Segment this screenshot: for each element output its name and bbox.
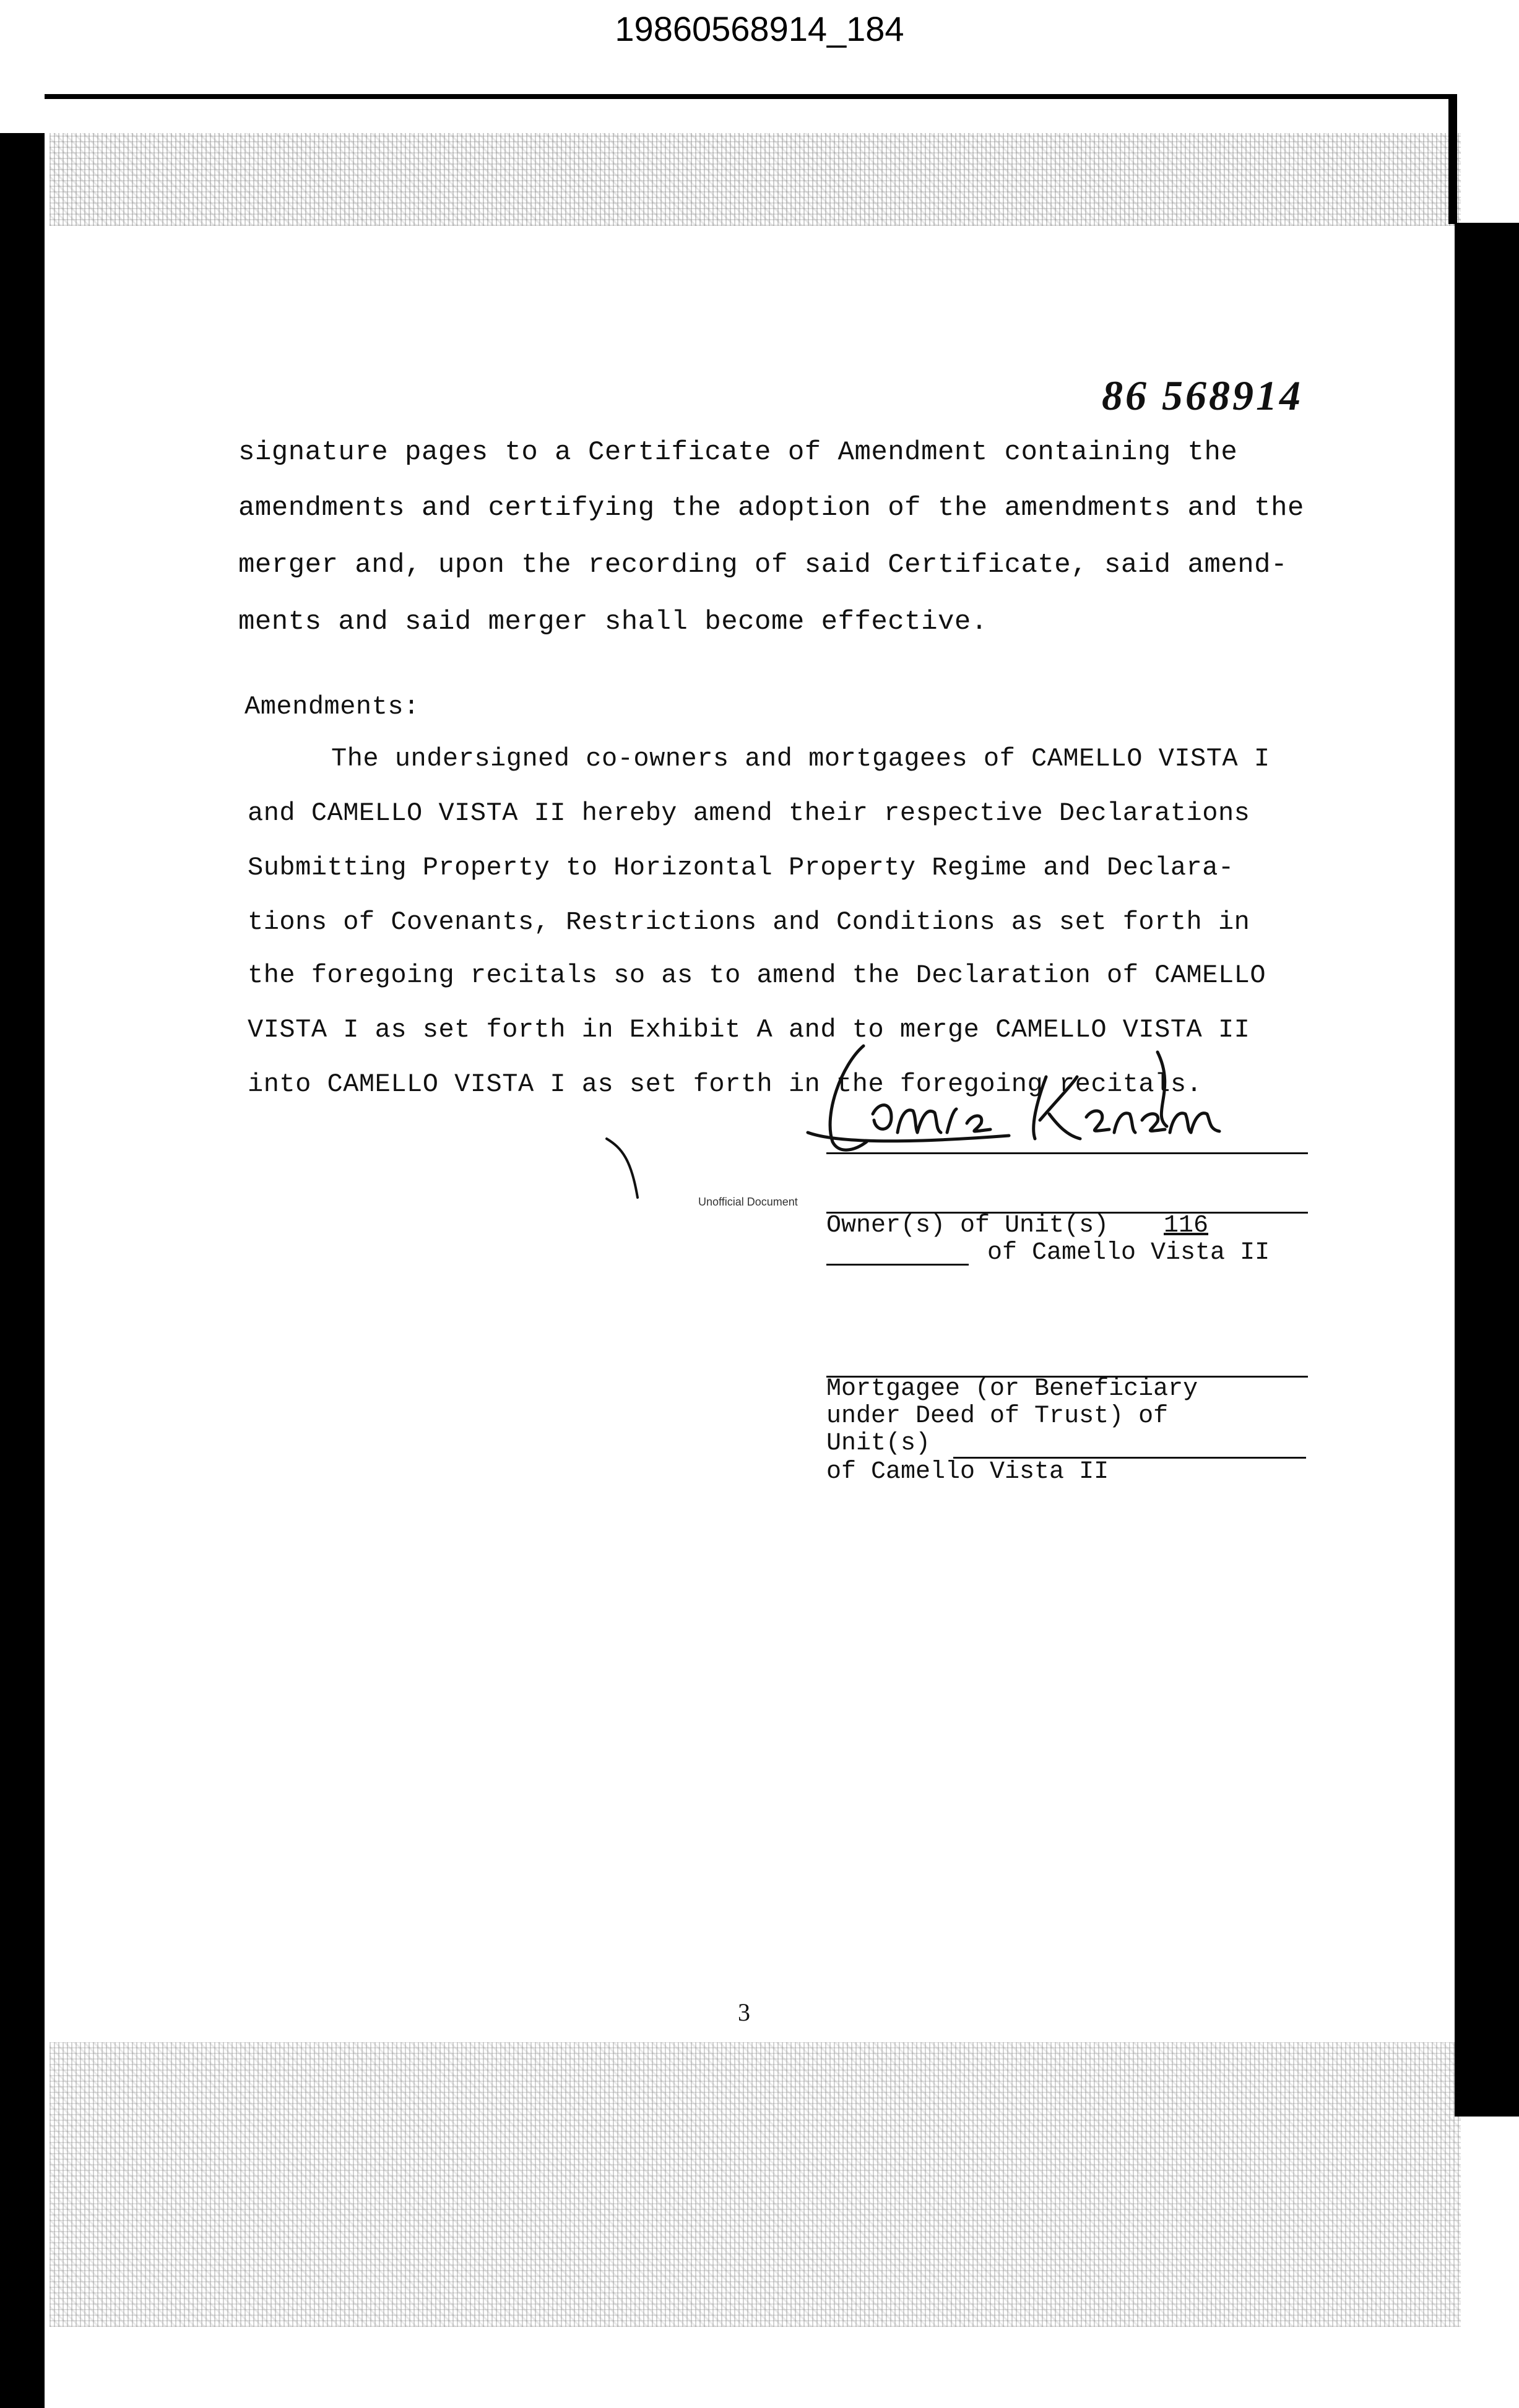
- page-number: 3: [738, 1998, 750, 2026]
- scan-noise-bottom: [50, 2042, 1461, 2327]
- owner-label: Owner(s) of Unit(s): [826, 1212, 1109, 1240]
- scan-right-edge: [1455, 223, 1519, 2117]
- scan-top-border: [45, 94, 1456, 99]
- paragraph-2-line-2: and CAMELLO VISTA II hereby amend their respective Declarations: [248, 798, 1250, 828]
- paragraph-1-line-2: amendments and certifying the adoption of the amendments and the: [238, 493, 1304, 524]
- paragraph-2-line-3: Submitting Property to Horizontal Property Regime and Declara-: [248, 853, 1234, 883]
- amendments-heading: Amendments:: [245, 692, 420, 722]
- mortgagee-line-1: Mortgagee (or Beneficiary: [826, 1375, 1198, 1403]
- signature-line: [826, 1152, 1308, 1154]
- scan-left-edge: [0, 133, 45, 2408]
- mortgagee-line-4: of Camello Vista II: [826, 1458, 1109, 1486]
- handwritten-signature: [805, 1040, 1300, 1163]
- owner-unit-number: 116: [1164, 1212, 1209, 1240]
- mortgagee-line-3: Unit(s): [826, 1430, 931, 1457]
- document-id: 19860568914_184: [615, 9, 904, 48]
- paragraph-2-line-1: The undersigned co-owners and mortgagees of CAMELLO VISTA I: [331, 744, 1270, 774]
- paragraph-2-line-7: into CAMELLO VISTA I as set forth in the foregoing recitals.: [248, 1069, 1203, 1099]
- paragraph-1-line-4: ments and said merger shall become effective.: [238, 606, 988, 637]
- owner-blank-line: [826, 1264, 969, 1266]
- watermark-text: Unofficial Document: [698, 1196, 798, 1208]
- owner-project-line: of Camello Vista II: [987, 1239, 1270, 1267]
- mortgagee-line-2: under Deed of Trust) of: [826, 1402, 1169, 1430]
- filing-number: 86 568914: [1102, 372, 1303, 419]
- paragraph-1-line-3: merger and, upon the recording of said Certificate, said amend-: [238, 550, 1287, 580]
- stray-pen-mark: [604, 1136, 653, 1204]
- paragraph-2-line-4: tions of Covenants, Restrictions and Conditions as set forth in: [248, 907, 1250, 937]
- paragraph-2-line-6: VISTA I as set forth in Exhibit A and to merge CAMELLO VISTA II: [248, 1015, 1250, 1045]
- paragraph-1-line-1: signature pages to a Certificate of Amendment containing the: [238, 437, 1238, 468]
- scan-noise-top: [50, 133, 1461, 226]
- paragraph-2-line-5: the foregoing recitals so as to amend the Declaration of CAMELLO: [248, 960, 1266, 990]
